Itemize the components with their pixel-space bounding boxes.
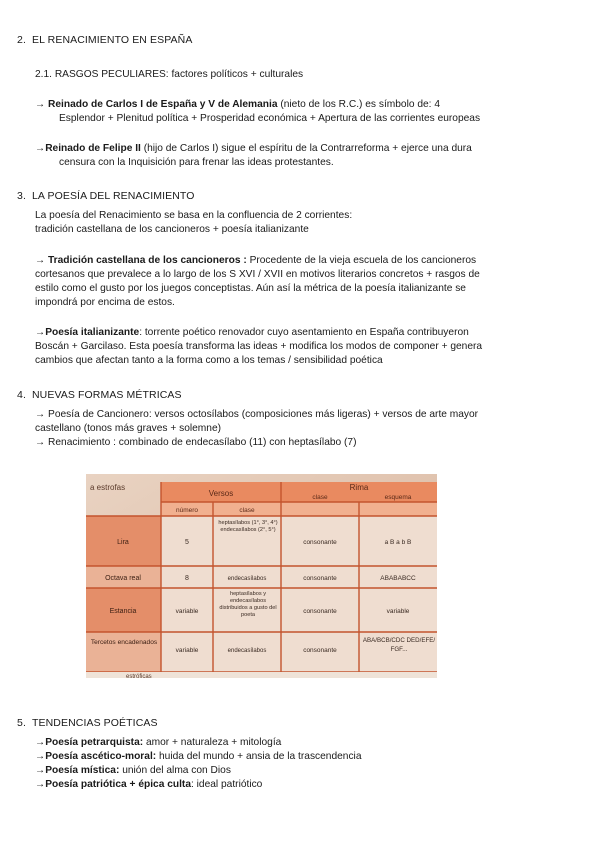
row-tercetos-num: variable: [175, 647, 199, 654]
carlos-v-bold: → Reinado de Carlos I de España y V de Alemania: [35, 99, 278, 110]
felipe-ii-line2: censura con la Inquisición para frenar las ideas protestantes.: [59, 157, 334, 168]
section-3-heading: 3. LA POESÍA DEL RENACIMIENTO: [17, 190, 195, 202]
paragraph-carlos-v: [35, 98, 565, 126]
felipe-ii-bold: →Reinado de Felipe II: [35, 143, 141, 154]
subheader-numero: número: [175, 507, 199, 514]
intro-line2: tradición castellana de los cancioneros + poesía italianizante: [35, 224, 309, 235]
row-lira-rclase: consonante: [303, 539, 337, 546]
row-lira-name: Lira: [117, 539, 129, 546]
intro-line1: La poesía del Renacimiento se basa en la confluencia de 2 corrientes:: [35, 210, 353, 221]
row-tercetos-rclase: consonante: [303, 647, 337, 654]
tendencia-item: [35, 764, 565, 778]
subheader-rima-clase: clase: [312, 494, 328, 501]
row-estancia-name: Estancia: [109, 608, 137, 615]
italianizante-bold: →Poesía italianizante: [35, 327, 140, 338]
row-estancia-clase: heptasílabos y endecasílabos distribuidos a gusto del poeta: [219, 591, 277, 618]
tendencia-petrarquista-bold: →Poesía petrarquista:: [35, 737, 144, 748]
cancionero-line1: → Poesía de Cancionero: versos octosílabos (composiciones más ligeras) + versos de arte mayor: [35, 409, 479, 420]
tendencia-item: [35, 778, 565, 792]
paragraph-italianizante: [35, 326, 565, 368]
row-octava-rclase: consonante: [303, 575, 337, 582]
tendencia-mistica-bold: →Poesía mística:: [35, 765, 120, 776]
italianizante-line1: : torrente poético renovador cuyo asentamiento en España contribuyeron: [139, 327, 469, 338]
subheader-clase: clase: [239, 507, 255, 514]
section-2-heading: 2. EL RENACIMIENTO EN ESPAÑA: [17, 34, 193, 46]
italianizante-line2: Boscán + Garcilaso. Esta poesía transforma las ideas + modifica los modos de componer + genera: [35, 341, 483, 352]
tendencia-mistica-text: unión del alma con Dios: [119, 765, 231, 776]
cancionero-line2: castellano (tonos más graves + solemne): [35, 423, 222, 434]
row-estancia-esquema: variable: [386, 608, 410, 615]
row-estancia-num: variable: [175, 608, 199, 615]
header-versos: Versos: [208, 489, 234, 498]
section-2-1-subheading: 2.1. RASGOS PECULIARES: factores políticos + culturales: [35, 69, 304, 80]
tradicion-line1: Procedente de la vieja escuela de los cancioneros: [246, 255, 477, 266]
tendencias-list: [35, 736, 565, 792]
row-lira-esquema: a B a b B: [384, 539, 412, 546]
header-rima: Rima: [349, 483, 369, 492]
tendencia-item: [35, 750, 565, 764]
metric-table-photo: [86, 474, 437, 678]
carlos-v-line2: Esplendor + Plenitud política + Prosperidad económica + Apertura de las corrientes europeas: [59, 113, 481, 124]
row-octava-clase: endecasílabos: [227, 576, 267, 582]
tradicion-line3: estilo como el gusto por los juegos conceptistas. Aún así la métrica de la poesía italianizante se: [35, 283, 466, 294]
row-octava-name: Octava real: [105, 575, 141, 582]
photo-footer-text: estróficas: [126, 674, 152, 678]
renacimiento-line: → Renacimiento : combinado de endecasílabo (11) con heptasílabo (7): [35, 437, 357, 448]
row-octava-num: 8: [185, 575, 189, 582]
section-5-heading: 5. TENDENCIAS POÉTICAS: [17, 717, 158, 729]
row-lira-num: 5: [185, 539, 189, 546]
section-4-heading: 4. NUEVAS FORMAS MÉTRICAS: [17, 389, 182, 401]
paragraph-felipe-ii: [35, 142, 565, 170]
row-octava-esquema: ABABABCC: [380, 575, 416, 582]
tendencia-ascetica-text: huida del mundo + ansia de la trascendencia: [156, 751, 362, 762]
tendencia-patriotica-text: : ideal patriótico: [191, 779, 263, 790]
section-3-intro: [35, 209, 565, 237]
row-tercetos-clase: endecasílabos: [227, 648, 267, 654]
felipe-ii-text: (hijo de Carlos I) sigue el espíritu de la Contrarreforma + ejerce una dura: [140, 143, 472, 154]
carlos-v-text: (nieto de los R.C.) es símbolo de: 4: [277, 99, 441, 110]
photo-corner-text: a estrofas: [90, 483, 126, 492]
row-tercetos-esquema: ABA/BCB/CDC DED/EFE/FGF...: [362, 637, 436, 653]
tradicion-bold: → Tradición castellana de los cancioneros :: [35, 255, 247, 266]
tradicion-line2: cortesanos que prevalece a lo largo de los S XVI / XVII en motivos literarios concretos + rasgos de: [35, 269, 480, 280]
section-4-body: [35, 408, 565, 450]
tendencia-item: [35, 736, 565, 750]
row-estancia-rclase: consonante: [303, 608, 337, 615]
tradicion-line4: impondrá por encima de estos.: [35, 297, 175, 308]
tendencia-patriotica-bold: →Poesía patriótica + épica culta: [35, 779, 191, 790]
subheader-esquema: esquema: [384, 494, 412, 501]
tendencia-ascetica-bold: →Poesía ascético-moral:: [35, 751, 157, 762]
row-tercetos-name: Tercetos encadenados: [90, 639, 158, 646]
paragraph-tradicion: [35, 254, 565, 310]
row-lira-clase: heptasílabos (1°, 3°, 4°) endecasílabos (2°, 5°): [218, 520, 278, 533]
italianizante-line3: cambios que afectan tanto a la forma como a los temas / sensibilidad poética: [35, 355, 383, 366]
tendencia-petrarquista-text: amor + naturaleza + mitología: [143, 737, 282, 748]
